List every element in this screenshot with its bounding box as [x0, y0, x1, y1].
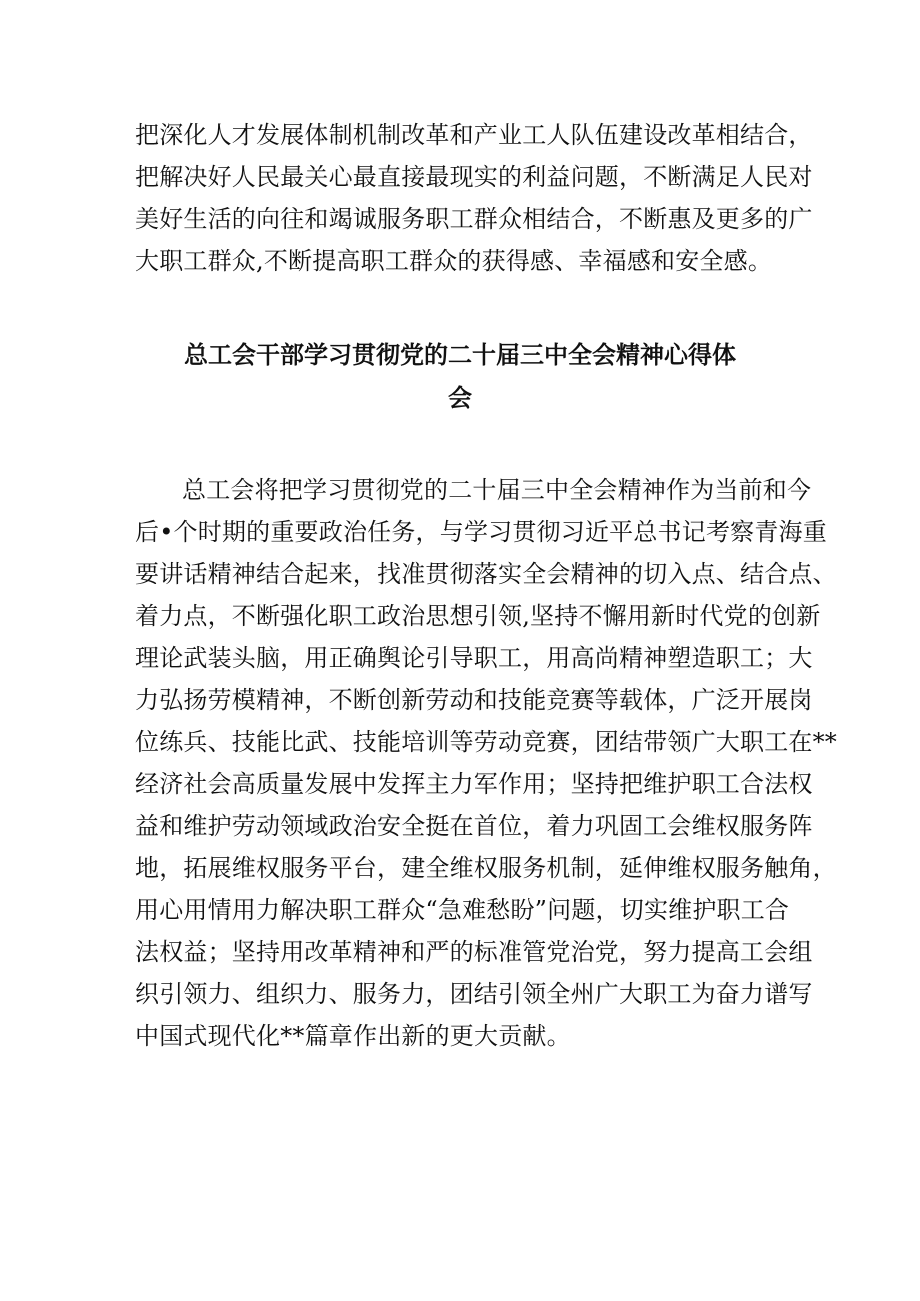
- intro-line: 把解决好人民最关心最直接最现实的利益问题，不断满足人民对: [135, 163, 813, 191]
- body-line: 益和维护劳动领域政治安全挺在首位，着力巩固工会维权服务阵: [135, 812, 813, 840]
- body-line: 要讲话精神结合起来，找准贯彻落实全会精神的切入点、结合点、: [135, 560, 837, 588]
- body-line: 用心用情用力解决职工群众“急难愁盼”问题，切实维护职工合: [135, 896, 790, 924]
- body-line: 地，拓展维权服务平台，建全维权服务机制，延伸维权服务触角，: [135, 854, 837, 882]
- section-title-line: 会: [448, 384, 472, 412]
- body-line: 力弘扬劳模精神，不断创新劳动和技能竞赛等载体，广泛开展岗: [135, 686, 813, 714]
- body-line: 后•个时期的重要政治任务，与学习贯彻习近平总书记考察青海重: [135, 518, 827, 546]
- body-line: 法权益；坚持用改革精神和严的标准管党治党，努力提高工会组: [135, 938, 813, 966]
- body-line: 织引领力、组织力、服务力，团结引领全州广大职工为奋力谱写: [135, 980, 813, 1008]
- intro-line: 美好生活的向往和竭诚服务职工群众相结合，不断惠及更多的广: [135, 205, 813, 233]
- section-title-line: 总工会干部学习贯彻党的二十届三中全会精神心得体: [184, 341, 736, 369]
- intro-line: 大职工群众,不断提高职工群众的获得感、幸福感和安全感。: [135, 247, 773, 275]
- body-line: 位练兵、技能比武、技能培训等劳动竞赛，团结带领广大职工在**: [135, 728, 837, 756]
- body-line: 着力点，不断强化职工政治思想引领,坚持不懈用新时代党的创新: [135, 602, 821, 630]
- intro-line: 把深化人才发展体制机制改革和产业工人队伍建设改革相结合，: [135, 121, 813, 149]
- body-line: 理论武装头脑，用正确舆论引导职工，用高尚精神塑造职工；大: [135, 644, 813, 672]
- body-line: 经济社会高质量发展中发挥主力军作用；坚持把维护职工合法权: [135, 770, 813, 798]
- body-line: 中国式现代化**篇章作出新的更大贡献。: [135, 1022, 571, 1050]
- body-line: 总工会将把学习贯彻党的二十届三中全会精神作为当前和今: [182, 476, 812, 504]
